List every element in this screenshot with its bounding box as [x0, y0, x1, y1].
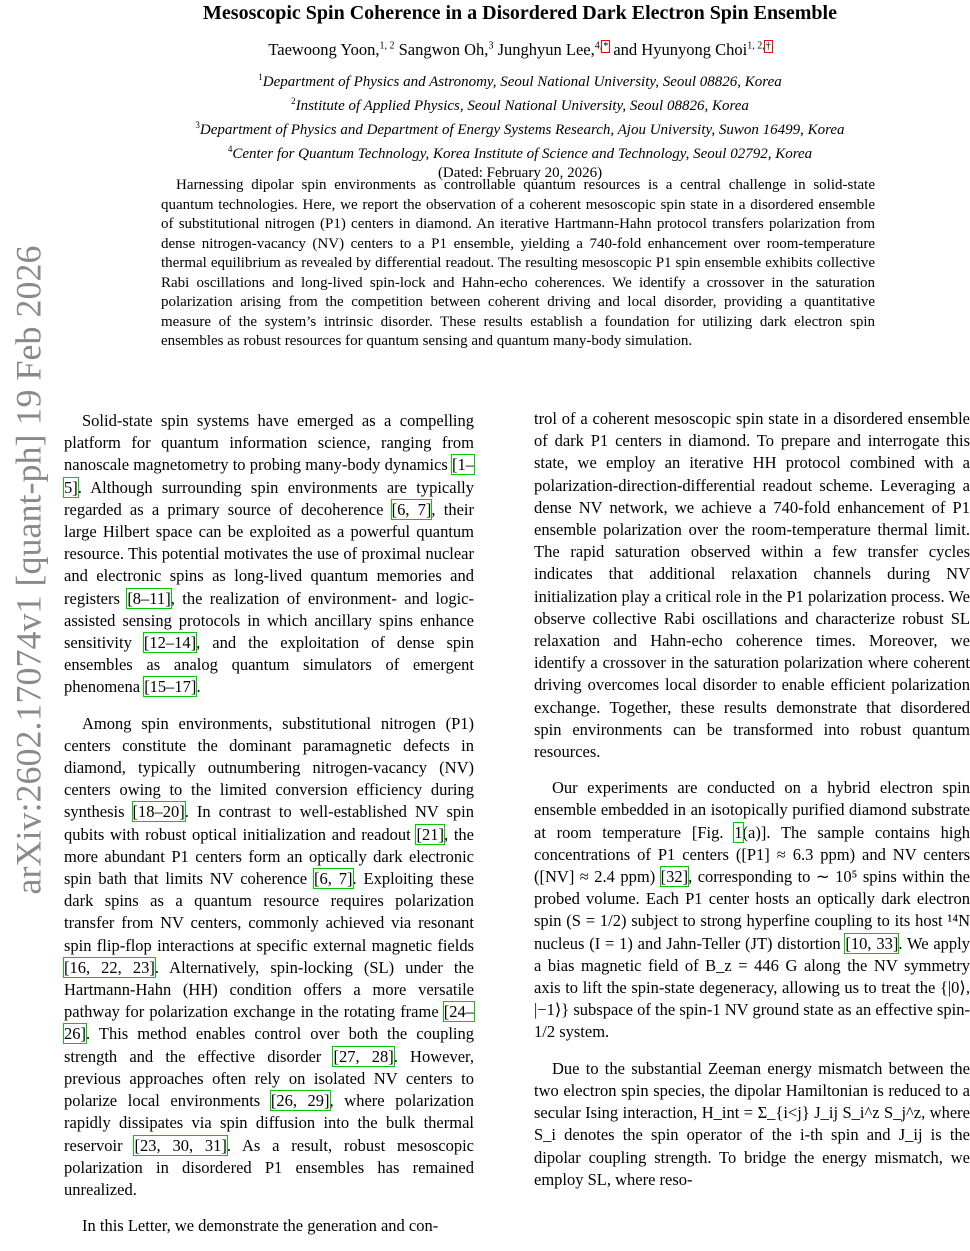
date-line: (Dated: February 20, 2026) [437, 165, 603, 181]
citation-link[interactable]: [12–14] [143, 633, 197, 653]
body-paragraph: trol of a coherent mesoscopic spin state in a disordered ensemble of dark P1 centers in diamond. To prepare and interrogate this state, we employ an iterative HH protocol combined with a polarization-direction-differential readout scheme. Leveraging a dense NV network, we achieve a 740-fold enhancement of P1 ensemble polarization over the room-temperature thermal limit. The rapid saturation observed within a few transfer cycles indicates that additional relaxation channels during NV initialization play a critical role in the P1 polarization process. We observe collective Rabi oscillations and characterize robust SL relaxation and Hahn-echo coherence times. Moreover, we identify a crossover in the saturation polarization where coherent driving overcomes local disorder to enable efficient polarization exchange. Together, these results demonstrate that disordered spin environments can be transformed into robust quantum resources. [534, 409, 970, 762]
corresponding-author-link[interactable]: † [765, 40, 771, 52]
citation-link[interactable]: [23, 30, 31] [134, 1135, 227, 1155]
citation-link[interactable]: [27, 28] [333, 1046, 394, 1066]
citation-link[interactable]: [16, 22, 23] [64, 957, 155, 977]
author-affiliation-mark: 4, [594, 40, 603, 52]
affiliation-line: $^1$Department of Physics and Astronomy, Seoul National University, Seoul 08826, Korea [258, 72, 782, 90]
author-name: Sangwon Oh, [398, 40, 489, 59]
citation-link[interactable]: [6, 7] [314, 869, 353, 889]
author-name: Hyunyong Choi [641, 40, 748, 59]
arxiv-side-stamp [6, 180, 50, 960]
citation-link[interactable]: [18–20] [132, 802, 185, 822]
affiliation-line: $^4$Center for Quantum Technology, Korea Institute of Science and Technology, Seoul 02792, Korea [227, 144, 813, 162]
citation-link[interactable]: [26, 29] [270, 1091, 330, 1111]
citation-link[interactable]: [32] [660, 867, 689, 887]
body-paragraph: Due to the substantial Zeeman energy mismatch between the two electron spin species, the dipolar Hamiltonian is reduced to a secular Ising interaction, H_int = Σ_{i<j} J_ij S_i^z S_j^z, where S_i denotes the spin operator of the i-th spin and J_ij is the dipolar coupling strength. To bridge the energy mismatch, we employ SL, where reso- [534, 1058, 970, 1189]
conjunction: and [613, 40, 638, 59]
author-name: Taewoong Yoon, [268, 40, 380, 59]
citation-link[interactable]: [6, 7] [391, 499, 432, 519]
paper-title: Mesoscopic Spin Coherence in a Disordered Dark Electron Spin Ensemble [203, 2, 837, 24]
affiliation-line: $^2$Institute of Applied Physics, Seoul National University, Seoul 08826, Korea [291, 96, 749, 114]
abstract: Harnessing dipolar spin environments as controllable quantum resources is a central challenge in solid-state quantum technologies. Here, we report the observation of a coherent mesoscopic spin state in a disordered ensemble of substitutional nitrogen (P1) centers in diamond. An iterative Hartmann-Hahn protocol transfers polarization from dense nitrogen-vacancy (NV) centers to a P1 ensemble, yielding a 740-fold enhancement over room-temperature thermal equilibrium as revealed by differential readout. The resulting mesoscopic P1 spin ensemble exhibits collective Rabi oscillations and long-lived spin-lock and Hahn-echo coherences. We identify a crossover in the saturation polarization arising from the competition between coherent driving and local disorder, providing a quantitative measure of the system’s intrinsic disorder. These results establish a foundation for utilizing dark electron spin ensembles as robust resources for quantum sensing and quantum many-body simulation. [161, 177, 875, 349]
affiliations [70, 68, 970, 183]
author-affiliation-mark: 1, 2 [379, 40, 395, 52]
author-affiliation-mark: 3 [488, 40, 494, 52]
body-paragraph: Our experiments are conducted on a hybrid electron spin ensemble embedded in an isotopically purified diamond substrate at room temperature [Fig. 1(a)]. The sample contains high concentrations of P1 centers ([P1] ≈ 6.3 ppm) and NV centers ([NV] ≈ 2.4 ppm) [32], corresponding to ∼ 10⁵ spins within the probed volume. Each P1 center hosts an optically dark electron spin (S = 1/2) subject to strong hyperfine coupling to its host ¹⁴N nucleus (I = 1) and Jahn-Teller (JT) distortion [10, 33]. We apply a bias magnetic field of B_z = 446 G along the NV symmetry axis to lift the spin-state degeneracy, allowing us to treat the {|0⟩, |−1⟩} subspace of the spin-1 NV ground state as an effective spin-1/2 system. [534, 778, 970, 1042]
citation-link[interactable]: [1–5] [64, 455, 474, 497]
author-list [70, 40, 970, 60]
citation-link[interactable]: [15–17] [144, 677, 197, 697]
affiliation-line: $^3$Department of Physics and Department of Energy Systems Research, Ajou University, Suwon 16499, Korea [195, 120, 845, 138]
citation-link[interactable]: [8–11] [127, 588, 171, 608]
body-paragraph: In this Letter, we demonstrate the generation and con- [82, 1216, 439, 1236]
body-paragraph: Solid-state spin systems have emerged as a compelling platform for quantum information science, ranging from nanoscale magnetometry to probing many-body dynamics [1–5]. Although surrounding spin environments are typically regarded as a primary source of decoherence [6, 7], their large Hilbert space can be exploited as a powerful quantum resource. This potential motivates the use of proximal nuclear and electronic spins as long-lived quantum memories and registers [8–11], the realization of environment- and logic-assisted sensing protocols in which ancillary spins enhance sensitivity [12–14], and the exploitation of dense spin ensembles as analog quantum simulators of emergent phenomena [15–17]. [64, 411, 474, 697]
figure-link[interactable]: 1 [734, 822, 743, 842]
arxiv-identifier: arXiv:2602.17074v1 [quant-ph] 19 Feb 2026 [8, 245, 49, 895]
body-column-left [64, 410, 474, 1251]
citation-link[interactable]: [21] [416, 824, 444, 844]
corresponding-author-link[interactable]: * [603, 40, 609, 52]
citation-link[interactable]: [10, 33] [845, 933, 899, 953]
body-column-right [534, 408, 970, 1205]
author-name: Junghyun Lee, [497, 40, 595, 59]
author-affiliation-mark: 1, 2, [747, 40, 765, 52]
citation-link[interactable]: [24–26] [64, 1002, 474, 1044]
body-paragraph: Among spin environments, substitutional nitrogen (P1) centers constitute the dominant paramagnetic defects in diamond, typically outnumbering nitrogen-vacancy (NV) centers owing to the limited conversion efficiency during synthesis [18–20]. In contrast to well-established NV spin qubits with robust optical initialization and readout [21], the more abundant P1 centers form an optically dark electronic spin bath that limits NV coherence [6, 7]. Exploiting these dark spins as a quantum resource requires polarization transfer from NV centers, commonly achieved via resonant spin flip-flop interactions at specific external magnetic fields [16, 22, 23]. Alternatively, spin-locking (SL) under the Hartmann-Hahn (HH) condition offers a more versatile pathway for polarization exchange in the rotating frame [24–26]. This method enables control over both the coupling strength and the effective disorder [27, 28]. However, previous approaches often rely on isolated NV centers to polarize local environments [26, 29], where polarization rapidly dissipates via spin diffusion into the bulk thermal reservoir [23, 30, 31]. As a result, robust mesoscopic polarization in disordered P1 ensembles has remained unrealized. [64, 713, 474, 1199]
